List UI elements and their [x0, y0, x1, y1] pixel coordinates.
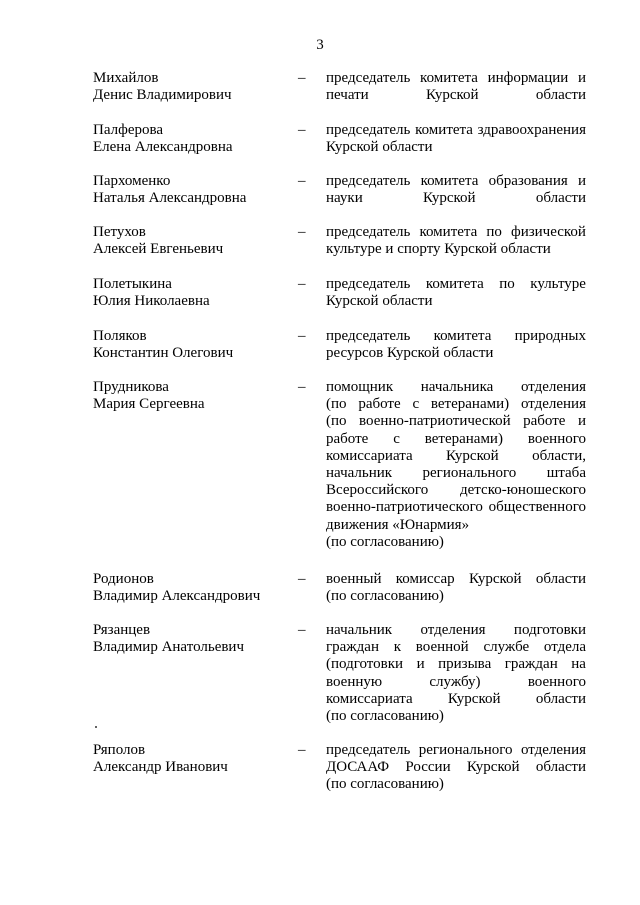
position-word: ветеранами): [424, 430, 503, 447]
position-line: [326, 534, 586, 551]
position-word: службу): [429, 673, 481, 690]
member-name: [93, 328, 283, 362]
position-word: штаба: [546, 465, 586, 482]
member-name: [93, 622, 283, 656]
dash-separator: –: [298, 122, 306, 138]
position-word: комитета: [420, 70, 478, 86]
member-given-names: Владимир Анатольевич: [93, 639, 245, 656]
position-text: ресурсов Курской области: [326, 345, 494, 362]
position-line: [326, 499, 586, 516]
position-text: Курской области: [326, 139, 433, 156]
member-surname: Полетыкина: [93, 276, 172, 292]
position-word: председатель: [326, 328, 411, 344]
position-word: отделения: [520, 396, 586, 413]
position-line: [326, 190, 586, 207]
member-given-names: Юлия Николаевна: [93, 293, 210, 310]
position-word: и: [577, 413, 586, 430]
dash-separator: –: [298, 276, 306, 292]
position-word: с: [412, 396, 420, 413]
position-line: [326, 465, 586, 482]
position-word: Курской: [447, 690, 501, 707]
dash-separator: –: [298, 70, 306, 86]
member-given-names: Александр Иванович: [93, 759, 228, 776]
position-word: регионального: [422, 465, 517, 482]
position-line: [326, 293, 586, 310]
position-word: Курской: [468, 571, 522, 587]
member-given-names: Константин Олегович: [93, 345, 234, 362]
position-text: культуре и спорту Курской области: [326, 241, 551, 258]
member-surname: Палферова: [93, 122, 164, 138]
position-word: и: [416, 656, 425, 673]
position-word: природных: [514, 328, 586, 344]
position-word: Курской: [466, 759, 520, 776]
position-word: отдела: [543, 639, 586, 656]
member-position: [326, 328, 586, 362]
position-word: ДОСААФ: [326, 759, 390, 776]
position-word: военную: [326, 673, 383, 690]
position-word: области,: [532, 447, 586, 464]
position-line: [326, 413, 586, 430]
position-word: службе: [483, 639, 530, 656]
member-surname: Ряполов: [93, 742, 146, 758]
position-word: комитета: [419, 224, 478, 240]
position-line: [326, 241, 586, 258]
member-name: [93, 276, 283, 310]
member-name: [93, 571, 283, 605]
position-line: [326, 173, 586, 190]
position-line: [326, 328, 586, 345]
position-line: [326, 396, 586, 413]
position-word: граждан: [326, 639, 379, 656]
position-word: здравоохранения: [477, 122, 586, 138]
position-word: начальник: [326, 465, 393, 482]
position-line: [326, 674, 586, 691]
position-line: [326, 448, 586, 465]
position-word: работе: [358, 396, 401, 413]
position-word: работе: [523, 413, 566, 430]
position-word: председатель: [326, 224, 411, 240]
position-word: комитета: [415, 122, 473, 138]
member-given-names: Денис Владимирович: [93, 87, 232, 104]
dash-separator: –: [298, 742, 306, 758]
position-word: призыва: [438, 656, 492, 673]
member-position: [326, 224, 586, 258]
position-word: комитета: [433, 328, 492, 344]
member-name: [93, 122, 283, 156]
member-position: [326, 122, 586, 156]
position-line: [326, 87, 586, 104]
position-line: [326, 431, 586, 448]
position-word: военной: [415, 639, 469, 656]
position-word: на: [571, 656, 586, 673]
position-word: (по: [326, 396, 347, 413]
position-text: (по согласованию): [326, 533, 444, 550]
page-number: 3: [316, 37, 324, 53]
dash-separator: –: [298, 224, 306, 240]
position-word: печати: [326, 87, 369, 104]
position-word: отделения: [520, 379, 586, 395]
position-line: [326, 139, 586, 156]
position-word: комиссариата: [326, 447, 413, 464]
position-word: и: [577, 70, 586, 86]
position-word: (подготовки: [326, 656, 404, 673]
member-name: [93, 173, 283, 207]
dash-separator: –: [298, 571, 306, 587]
member-name: [93, 224, 283, 258]
position-word: Курской: [446, 447, 499, 464]
position-word: области: [535, 690, 586, 707]
position-word: военного: [527, 430, 586, 447]
position-word: комиссар: [395, 571, 455, 587]
member-surname: Прудникова: [93, 379, 169, 395]
position-word: физической: [510, 224, 586, 240]
position-line: [326, 70, 586, 87]
dash-separator: –: [298, 379, 306, 395]
position-word: (по: [326, 413, 347, 430]
member-position: [326, 173, 586, 207]
position-word: общественного: [488, 499, 586, 516]
position-line: [326, 776, 586, 793]
position-text: (по согласованию): [326, 588, 444, 605]
position-word: председатель: [326, 173, 411, 189]
position-word: науки: [326, 190, 363, 207]
position-word: с: [393, 430, 400, 447]
position-word: председатель: [326, 742, 411, 758]
position-word: области: [535, 571, 586, 587]
position-word: комитета: [425, 276, 484, 292]
member-position: [326, 742, 586, 794]
position-word: подготовки: [513, 622, 586, 638]
position-word: информации: [487, 70, 569, 86]
member-given-names: Владимир Александрович: [93, 588, 261, 605]
position-word: области: [535, 759, 586, 776]
member-position: [326, 571, 586, 605]
member-position: [326, 379, 586, 551]
position-line: [326, 571, 586, 588]
member-name: [93, 742, 283, 776]
position-line: [326, 224, 586, 241]
position-text: Курской области: [326, 293, 433, 310]
position-text: (по согласованию): [326, 708, 444, 725]
member-surname: Рязанцев: [93, 622, 151, 638]
member-surname: Михайлов: [93, 70, 159, 86]
position-word: Курской: [423, 190, 476, 207]
position-word: по: [499, 276, 515, 292]
position-word: культуре: [530, 276, 586, 292]
position-word: области: [535, 190, 586, 207]
position-word: помощник: [326, 379, 394, 395]
position-text: (по согласованию): [326, 776, 444, 793]
position-word: отделения: [520, 742, 586, 758]
position-word: военного: [527, 673, 586, 690]
member-surname: Поляков: [93, 328, 147, 344]
position-word: председатель: [326, 276, 411, 292]
member-surname: Родионов: [93, 571, 154, 587]
member-given-names: Мария Сергеевна: [93, 396, 205, 413]
position-line: [326, 345, 586, 362]
member-position: [326, 70, 586, 104]
position-line: [326, 759, 586, 776]
position-word: военный: [326, 571, 382, 587]
position-word: военно-патриотической: [359, 413, 511, 430]
position-line: [326, 276, 586, 293]
position-line: [326, 482, 586, 499]
position-word: комиссариата: [326, 690, 413, 707]
position-word: Курской: [425, 87, 479, 104]
member-surname: Пархоменко: [93, 173, 171, 189]
position-word: по: [486, 224, 502, 240]
position-line: [326, 742, 586, 759]
position-line: [326, 122, 586, 139]
member-name: [93, 379, 283, 413]
member-surname: Петухов: [93, 224, 146, 240]
member-given-names: Елена Александровна: [93, 139, 233, 156]
position-word: образования: [488, 173, 568, 189]
member-name: [93, 70, 283, 104]
position-line: [326, 517, 586, 534]
position-word: к: [393, 639, 402, 656]
position-line: [326, 656, 586, 673]
position-line: [326, 708, 586, 725]
dash-separator: –: [298, 328, 306, 344]
dash-separator: –: [298, 173, 306, 189]
member-given-names: Наталья Александровна: [93, 190, 247, 207]
position-word: граждан: [504, 656, 558, 673]
position-word: начальника: [420, 379, 494, 395]
position-word: работе: [326, 430, 369, 447]
member-position: [326, 622, 586, 725]
position-word: регионального: [418, 742, 513, 758]
position-word: председатель: [326, 122, 411, 138]
position-line: [326, 639, 586, 656]
member-given-names: Алексей Евгеньевич: [93, 241, 224, 258]
position-word: России: [405, 759, 451, 776]
position-word: области: [535, 87, 586, 104]
position-word: комитета: [420, 173, 479, 189]
position-text: движения «Юнармия»: [326, 516, 470, 533]
member-position: [326, 276, 586, 310]
position-word: начальник: [326, 622, 393, 638]
position-word: Всероссийского: [326, 482, 429, 499]
dash-separator: –: [298, 622, 306, 638]
position-line: [326, 691, 586, 708]
scan-dot-mark: [95, 726, 97, 728]
position-word: отделения: [420, 622, 486, 638]
position-word: председатель: [326, 70, 411, 86]
position-line: [326, 622, 586, 639]
position-line: [326, 588, 586, 605]
position-word: военно-патриотического: [326, 499, 483, 516]
position-word: и: [577, 173, 586, 189]
position-word: ветеранами): [430, 396, 510, 413]
position-word: детско-юношеского: [460, 482, 586, 499]
position-line: [326, 379, 586, 396]
